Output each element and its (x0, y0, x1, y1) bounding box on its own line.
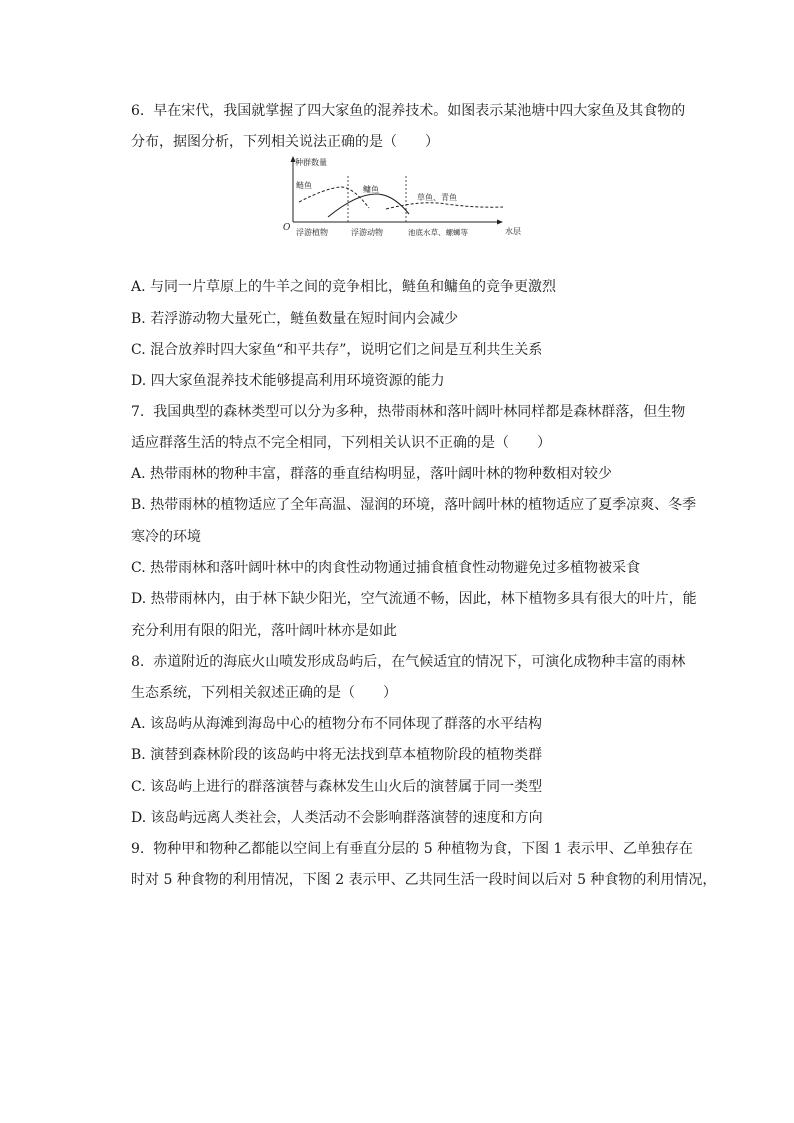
q7-stem-line-2: 适应群落生活的特点不完全相同，下列相关认识不正确的是（ ） (131, 435, 551, 451)
series-label-bighead-carp: 鳙鱼 (363, 185, 379, 194)
q6-stem-line-1 (131, 101, 685, 121)
fish-distribution-figure (281, 154, 543, 240)
q9-stem-text-1: 物种甲和物种乙都能以空间上有垂直分层的 5 种植物为食，下图 1 表示甲、乙单独存在 (153, 841, 693, 857)
q6-option-b: B. 若浮游动物大量死亡，鲢鱼数量在短时间内会减少 (131, 311, 459, 327)
q9-number: 9. (131, 841, 145, 857)
q6-stem-text-1: 早在宋代，我国就掌握了四大家鱼的混养技术。如图表示某池塘中四大家鱼及其食物的 (153, 103, 686, 119)
q8-option-b: B. 演替到森林阶段的该岛屿中将无法找到草本植物阶段的植物类群 (131, 747, 543, 763)
q8-stem-text-1: 赤道附近的海底火山喷发形成岛屿后，在气候适宜的情况下，可演化成物种丰富的雨林 (153, 654, 686, 670)
q7-option-d-cont: 充分利用有限的阳光，落叶阔叶林亦是如此 (131, 623, 397, 639)
food-label-phytoplankton: 浮游植物 (296, 228, 328, 237)
q9-stem-line-1 (131, 839, 693, 859)
q6-option-d: D. 四大家鱼混养技术能够提高利用环境资源的能力 (131, 373, 445, 389)
series-label-grass-black-carp: 草鱼、青鱼 (417, 193, 457, 202)
q7-option-b-cont: 寒冷的环境 (131, 529, 201, 545)
q8-number: 8. (131, 654, 145, 670)
q7-stem-line-1 (131, 402, 685, 422)
q7-number: 7. (131, 404, 145, 420)
q6-option-c: C. 混合放养时四大家鱼“和平共存”，说明它们之间是互利共生关系 (131, 342, 543, 358)
food-label-zooplankton: 浮游动物 (351, 228, 383, 237)
q7-option-a: A. 热带雨林的物种丰富，群落的垂直结构明显，落叶阔叶林的物种数相对较少 (131, 466, 613, 482)
series-label-silver-carp: 鲢鱼 (296, 181, 312, 190)
q6-stem-line-2: 分布，据图分析，下列相关说法正确的是（ ） (131, 134, 439, 150)
q8-option-a: A. 该岛屿从海滩到海岛中心的植物分布不同体现了群落的水平结构 (131, 716, 543, 732)
x-axis-label: 水层 (505, 227, 521, 236)
q9-stem-line-2: 时对 5 种食物的利用情况，下图 2 表示甲、乙共同生活一段时间以后对 5 种食物的利用情况， (131, 872, 717, 888)
q7-stem-text-1: 我国典型的森林类型可以分为多种，热带雨林和落叶阔叶林同样都是森林群落，但生物 (153, 404, 686, 420)
bighead-carp-curve (328, 194, 409, 217)
food-label-bottom: 池底水草、螺蛳等 (408, 228, 468, 237)
q6-number: 6. (131, 103, 145, 119)
q8-option-c: C. 该岛屿上进行的群落演替与森林发生山火后的演替属于同一类型 (131, 779, 543, 795)
origin-label: O (283, 223, 291, 233)
q8-stem-line-2: 生态系统，下列相关叙述正确的是（ ） (131, 685, 397, 701)
q8-stem-line-1 (131, 652, 685, 672)
y-axis-label: 种群数量 (295, 158, 327, 167)
q7-option-c: C. 热带雨林和落叶阔叶林中的肉食性动物通过捕食植食性动物避免过多植物被采食 (131, 560, 641, 576)
q7-option-b: B. 热带雨林的植物适应了全年高温、湿润的环境，落叶阔叶林的植物适应了夏季凉爽、冬季 (131, 497, 697, 513)
q8-option-d: D. 该岛屿远离人类社会，人类活动不会影响群落演替的速度和方向 (131, 810, 543, 826)
q6-option-a: A. 与同一片草原上的牛羊之间的竞争相比，鲢鱼和鳙鱼的竞争更激烈 (131, 279, 557, 295)
q7-option-d: D. 热带雨林内，由于林下缺少阳光，空气流通不畅，因此，林下植物多具有很大的叶片，能 (131, 591, 697, 607)
x-axis-arrow (497, 220, 503, 225)
